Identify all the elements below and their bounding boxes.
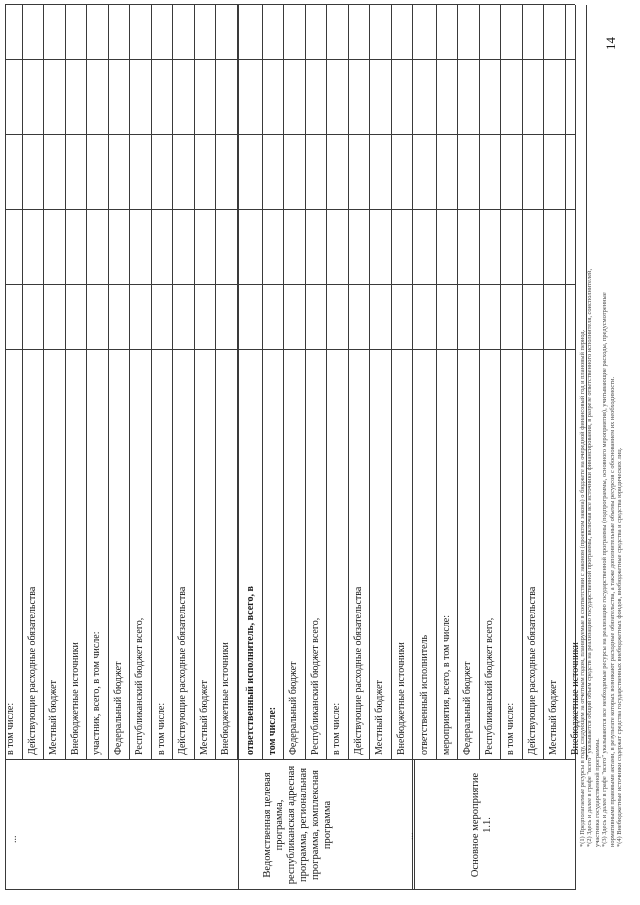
row-divider [436, 5, 437, 760]
row-label: мероприятия, всего, в том числе: [440, 614, 452, 755]
column-divider-label [5, 759, 575, 760]
row-divider [457, 5, 458, 760]
dots-bottom: ... [405, 832, 416, 840]
row-label: ответственный исполнитель [419, 634, 430, 755]
row-divider [565, 5, 566, 760]
row-divider [43, 5, 44, 760]
row-label: Внебюджетные источники [220, 642, 231, 755]
row-divider [369, 5, 370, 760]
row-label: Местный бюджет [374, 680, 385, 755]
row-label: Местный бюджет [548, 680, 559, 755]
footnote-line: нормативными правовыми актами, в результате которых возникают расходные обязательства, а также дополнительные объемы ресурсов с обоснованием их необходимости. [608, 376, 616, 847]
dots-top: ... [8, 835, 19, 843]
footnote-line: *(1) Предполагаемые ресурсы в году, следующем за отчетным годом, планируемые в соответствии с законом (проектом закона) о бюджете на очередной финансовый год и плановый период. [579, 329, 586, 847]
row-label: Внебюджетные источники [69, 642, 81, 755]
row-label: том числе: [266, 706, 278, 755]
column-divider-3 [5, 209, 575, 210]
row-label: в том числе: [505, 702, 516, 755]
row-divider [283, 5, 284, 760]
row-label: Федеральный бюджет [112, 661, 124, 755]
row-label: Действующие расходные обязательства [526, 586, 538, 755]
row-divider [479, 5, 480, 760]
row-label: ответственный исполнитель, всего, в [245, 586, 256, 755]
row-divider [500, 5, 501, 760]
row-divider [65, 5, 66, 760]
row-label: участник, всего, в том числе: [91, 631, 102, 755]
row-label: Местный бюджет [48, 680, 59, 755]
table-border-left [5, 889, 575, 890]
row-label: Внебюджетные источники [395, 642, 407, 755]
row-label: Федеральный бюджет [462, 661, 473, 755]
row-divider [194, 5, 195, 760]
row-divider [522, 5, 523, 760]
row-label: Федеральный бюджет [288, 661, 299, 755]
row-divider [326, 5, 327, 760]
row-divider [412, 5, 413, 760]
table-border-right [5, 4, 575, 5]
footnotes [579, 27, 623, 847]
row-divider [172, 5, 173, 760]
row-divider [237, 5, 238, 760]
footnote-line: участника государственной программы. [593, 738, 601, 847]
row-label: Действующие расходные обязательства [26, 586, 38, 755]
main-activity-label: Основное мероприятие 1.1. [470, 772, 493, 878]
row-label: в том числе: [5, 702, 16, 755]
row-divider [348, 5, 349, 760]
footnote-line: *(3) Здесь и далее в графе "всего" указываются все необходимые ресурсы на реализацию государственной программы (подпрограммы, основного мероприятия), учитывающие расходы, предусмотренные [601, 292, 609, 847]
page-number: 14 [603, 37, 618, 50]
column-divider-1 [5, 349, 575, 350]
row-divider [391, 5, 392, 760]
footnote-line: *(2) Здесь и далее в графе "всего" указывается общий объем средств на реализацию государственной программы, включая все источники финансирования, в разрезе ответственного исполнителя, соисполнителей, [586, 268, 594, 847]
row-divider [151, 5, 152, 760]
row-divider [305, 5, 306, 760]
row-label: Действующие расходные обязательства [352, 586, 364, 755]
column-divider-4 [5, 134, 575, 135]
column-divider-2 [5, 284, 575, 285]
row-divider [108, 5, 109, 760]
row-divider [22, 5, 23, 760]
row-divider [129, 5, 130, 760]
row-label: Республиканский бюджет всего, [483, 617, 495, 755]
row-label: Внебюджетные источники [569, 642, 581, 755]
row-label: в том числе: [155, 702, 167, 755]
row-label: Местный бюджет [198, 680, 210, 755]
row-divider [215, 5, 216, 760]
group-separator-3 [414, 760, 415, 890]
row-divider [262, 5, 263, 760]
row-label: Действующие расходные обязательства [177, 586, 188, 755]
group-separator-1 [238, 5, 239, 890]
row-label: Республиканский бюджет всего, [309, 617, 321, 755]
program-type-label: Ведомственная целевая программа, республиканская адресная программа, региональная программа, комплексная программа [262, 765, 333, 885]
column-divider-5 [5, 59, 575, 60]
row-label: в том числе: [331, 702, 342, 755]
row-label: Республиканский бюджет всего, [134, 617, 145, 755]
footnote-line: *(4) Внебюджетные источники содержат средства государственных внебюджетных фондов, внебюджетные средства и средства юридических лиц. [616, 447, 624, 847]
row-divider [86, 5, 87, 760]
row-divider [543, 5, 544, 760]
